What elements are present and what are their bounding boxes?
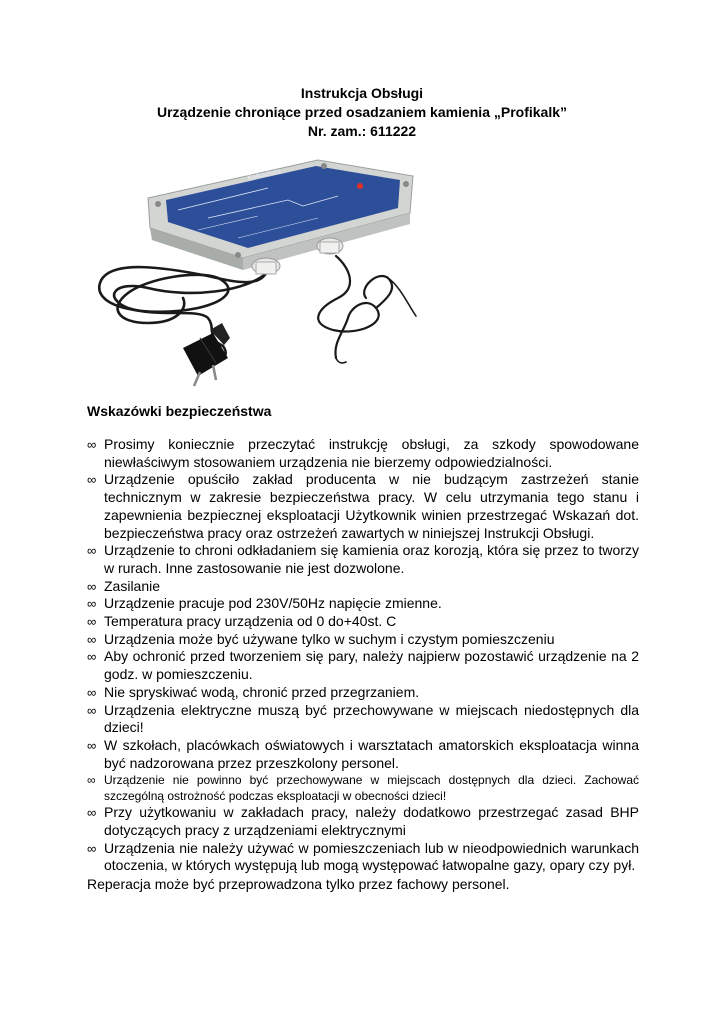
list-item: ∞ Urządzenia elektryczne muszą być przechowywane w miejscach niedostępnych dla dzieci! xyxy=(87,701,639,736)
cable-gland-right xyxy=(317,238,343,254)
list-item: ∞ Zasilanie xyxy=(87,577,161,594)
order-number: Nr. zam.: 611222 xyxy=(307,123,417,139)
list-item: ∞ Temperatura pracy urządzenia od 0 do+40st. C xyxy=(87,613,397,630)
infinity-bullet-icon: ∞ xyxy=(87,840,97,856)
list-item: ∞ Przy użytkowaniu w zakładach pracy, należy dodatkowo przestrzegać zasad BHP dotyczących pracy z urządzeniami elektrycznymi xyxy=(87,804,639,839)
list-item: ∞ Urządzenie opuściło zakład producenta w nie budzącym zastrzeżeń stanie technicznym w zakresie bezpieczeństwa pracy. W celu utrzymania tego stanu i zapewnienia bezpiecznej eksploatacji Użytkownik winien przestrzegać Wskazań dot. bezpieczeństwa pracy oraz ostrzeżeń zawartych w niniejszej Instrukcji Obsługi. xyxy=(87,471,639,541)
infinity-bullet-icon: ∞ xyxy=(87,684,97,700)
safety-heading: Wskazówki bezpieczeństwa xyxy=(87,403,272,419)
list-item: ∞ W szkołach, placówkach oświatowych i warsztatach amatorskich eksploatacja winna być nadzorowana przez przeszkolony personel. xyxy=(87,736,639,771)
device-housing xyxy=(148,160,413,270)
list-item: ∞ Urządzenia nie należy używać w pomieszczeniach lub w nieodpowiednich warunkach otoczenia, w których występują lub mogą występować łatwopalne gazy, opary czy pył. xyxy=(87,839,639,874)
power-cable xyxy=(99,267,270,360)
list-item: ∞ Urządzenie to chroni odkładaniem się kamienia oraz korozją, która się przez to tworzy w rurach. Inne zastosowanie nie jest dozwolone. xyxy=(87,542,639,576)
document-subtitle: Urządzenie chroniące przed osadzaniem kamienia „Profikalk” xyxy=(156,104,568,120)
infinity-bullet-icon: ∞ xyxy=(87,649,97,665)
list-item: ∞ Aby ochronić przed tworzeniem się pary, należy najpierw pozostawić urządzenie na 2 godz. w pomieszczeniu. xyxy=(87,648,639,683)
document-header xyxy=(0,84,724,141)
document-title: Instrukcja Obsługi xyxy=(300,85,424,101)
list-item: ∞ Prosimy koniecznie przeczytać instrukcję obsługi, za szkody spowodowane niewłaściwym stosowaniem urządzenia nie bierzemy odpowiedzialności. xyxy=(87,436,639,470)
infinity-bullet-icon: ∞ xyxy=(87,437,97,452)
safety-list xyxy=(87,436,639,893)
status-led-icon xyxy=(357,183,363,189)
list-item: ∞ Nie spryskiwać wodą, chronić przed przegrzaniem. xyxy=(87,683,420,700)
sensor-cable xyxy=(318,256,416,363)
infinity-bullet-icon: ∞ xyxy=(87,702,97,718)
device-photo xyxy=(88,158,418,388)
plug-icon xyxy=(183,323,230,386)
infinity-bullet-icon: ∞ xyxy=(87,737,97,753)
list-item: ∞ Urządzenie nie powinno być przechowywane w miejscach dostępnych dla dzieci. Zachować szczególną ostrożność podczas eksploatacji w obecności dzieci! xyxy=(87,773,639,804)
list-item: ∞ Urządzenia może być używane tylko w suchym i czystym pomieszczeniu xyxy=(87,630,555,647)
infinity-bullet-icon: ∞ xyxy=(87,578,97,594)
infinity-bullet-icon: ∞ xyxy=(87,631,97,647)
infinity-bullet-icon: ∞ xyxy=(87,472,97,488)
infinity-bullet-icon: ∞ xyxy=(87,773,96,788)
panel-label: Kalkschutz xyxy=(246,168,282,182)
cable-gland-left xyxy=(252,258,280,274)
infinity-bullet-icon: ∞ xyxy=(87,596,97,612)
repair-note: Reperacja może być przeprowadzona tylko przez fachowy personel. xyxy=(87,876,510,893)
infinity-bullet-icon: ∞ xyxy=(87,543,97,559)
infinity-bullet-icon: ∞ xyxy=(87,805,97,821)
infinity-bullet-icon: ∞ xyxy=(87,614,97,630)
list-item: ∞ Urządzenie pracuje pod 230V/50Hz napięcie zmienne. xyxy=(87,595,442,612)
